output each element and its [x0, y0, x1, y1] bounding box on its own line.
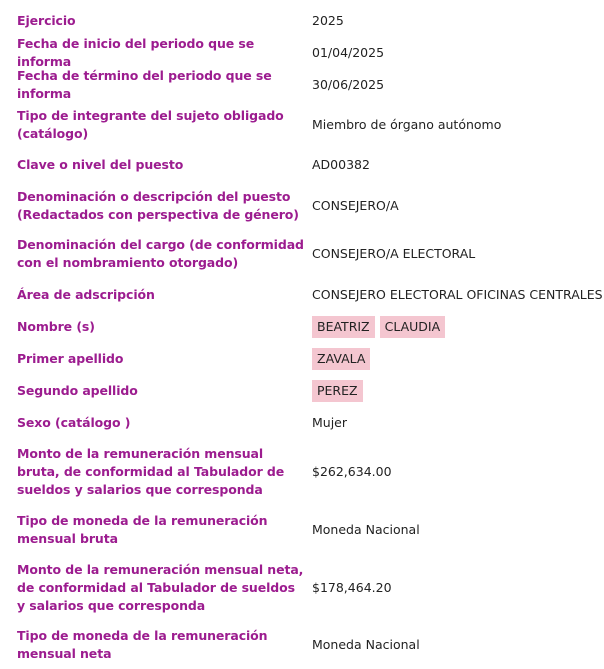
field-label: Sexo (catálogo ): [17, 415, 131, 430]
field-value: Moneda Nacional: [312, 522, 420, 537]
field-label: Ejercicio: [17, 13, 76, 28]
field-label: Nombre (s): [17, 319, 95, 334]
field-value: 01/04/2025: [312, 45, 385, 60]
field-row-primer-apellido: [0, 347, 604, 371]
field-label: Monto de la remuneración mensual neta, de conformidad al Tabulador de sueldos y salarios que corresponda: [17, 562, 304, 613]
field-value: $262,634.00: [312, 464, 392, 479]
field-row-tipo-integrante: [0, 107, 604, 143]
field-row-segundo-apellido: [0, 379, 604, 403]
field-row-moneda-bruta: [0, 512, 604, 548]
field-row-sexo: [0, 413, 604, 433]
field-row-nombre: [0, 315, 604, 339]
field-label: Monto de la remuneración mensual bruta, de conformidad al Tabulador de sueldos y salarios que corresponda: [17, 446, 285, 497]
field-row-clave-puesto: [0, 155, 604, 175]
field-value: Miembro de órgano autónomo: [312, 117, 502, 132]
field-value-tags: [312, 380, 363, 402]
field-label: Área de adscripción: [17, 287, 155, 302]
field-value: CONSEJERO/A ELECTORAL: [312, 246, 476, 261]
highlight-tag: PEREZ: [312, 380, 363, 402]
field-row-denominacion-cargo: [0, 236, 604, 272]
field-row-fecha-inicio: [0, 36, 604, 69]
field-value: CONSEJERO/A: [312, 198, 399, 213]
field-label: Primer apellido: [17, 351, 124, 366]
field-value-tags: [312, 348, 370, 370]
field-row-moneda-neta: [0, 627, 604, 663]
highlight-tag: CLAUDIA: [380, 316, 446, 338]
field-label: Tipo de moneda de la remuneración mensual neta: [17, 628, 268, 661]
field-label: Segundo apellido: [17, 383, 138, 398]
field-row-denominacion-puesto: [0, 188, 604, 224]
field-row-monto-bruta: [0, 445, 604, 499]
field-label: Fecha de inicio del periodo que se informa: [17, 36, 255, 69]
highlight-tag: BEATRIZ: [312, 316, 375, 338]
field-row-monto-neta: [0, 561, 604, 615]
field-value: CONSEJERO ELECTORAL OFICINAS CENTRALES: [312, 287, 603, 302]
field-label: Tipo de integrante del sujeto obligado (catálogo): [17, 108, 284, 141]
field-row-area-adscripcion: [0, 285, 604, 305]
field-label: Tipo de moneda de la remuneración mensual bruta: [17, 513, 268, 546]
field-label: Denominación o descripción del puesto (Redactados con perspectiva de género): [17, 189, 299, 222]
field-value: Mujer: [312, 415, 348, 430]
field-label: Fecha de término del periodo que se informa: [17, 68, 272, 101]
field-value: 2025: [312, 13, 344, 28]
field-value-tags: [312, 316, 445, 338]
field-row-fecha-termino: [0, 68, 604, 101]
highlight-tag: ZAVALA: [312, 348, 370, 370]
field-row-ejercicio: [0, 11, 604, 31]
field-value: AD00382: [312, 157, 370, 172]
field-value: $178,464.20: [312, 580, 392, 595]
field-label: Clave o nivel del puesto: [17, 157, 184, 172]
field-value: Moneda Nacional: [312, 637, 420, 652]
field-value: 30/06/2025: [312, 77, 385, 92]
field-label: Denominación del cargo (de conformidad con el nombramiento otorgado): [17, 237, 304, 270]
